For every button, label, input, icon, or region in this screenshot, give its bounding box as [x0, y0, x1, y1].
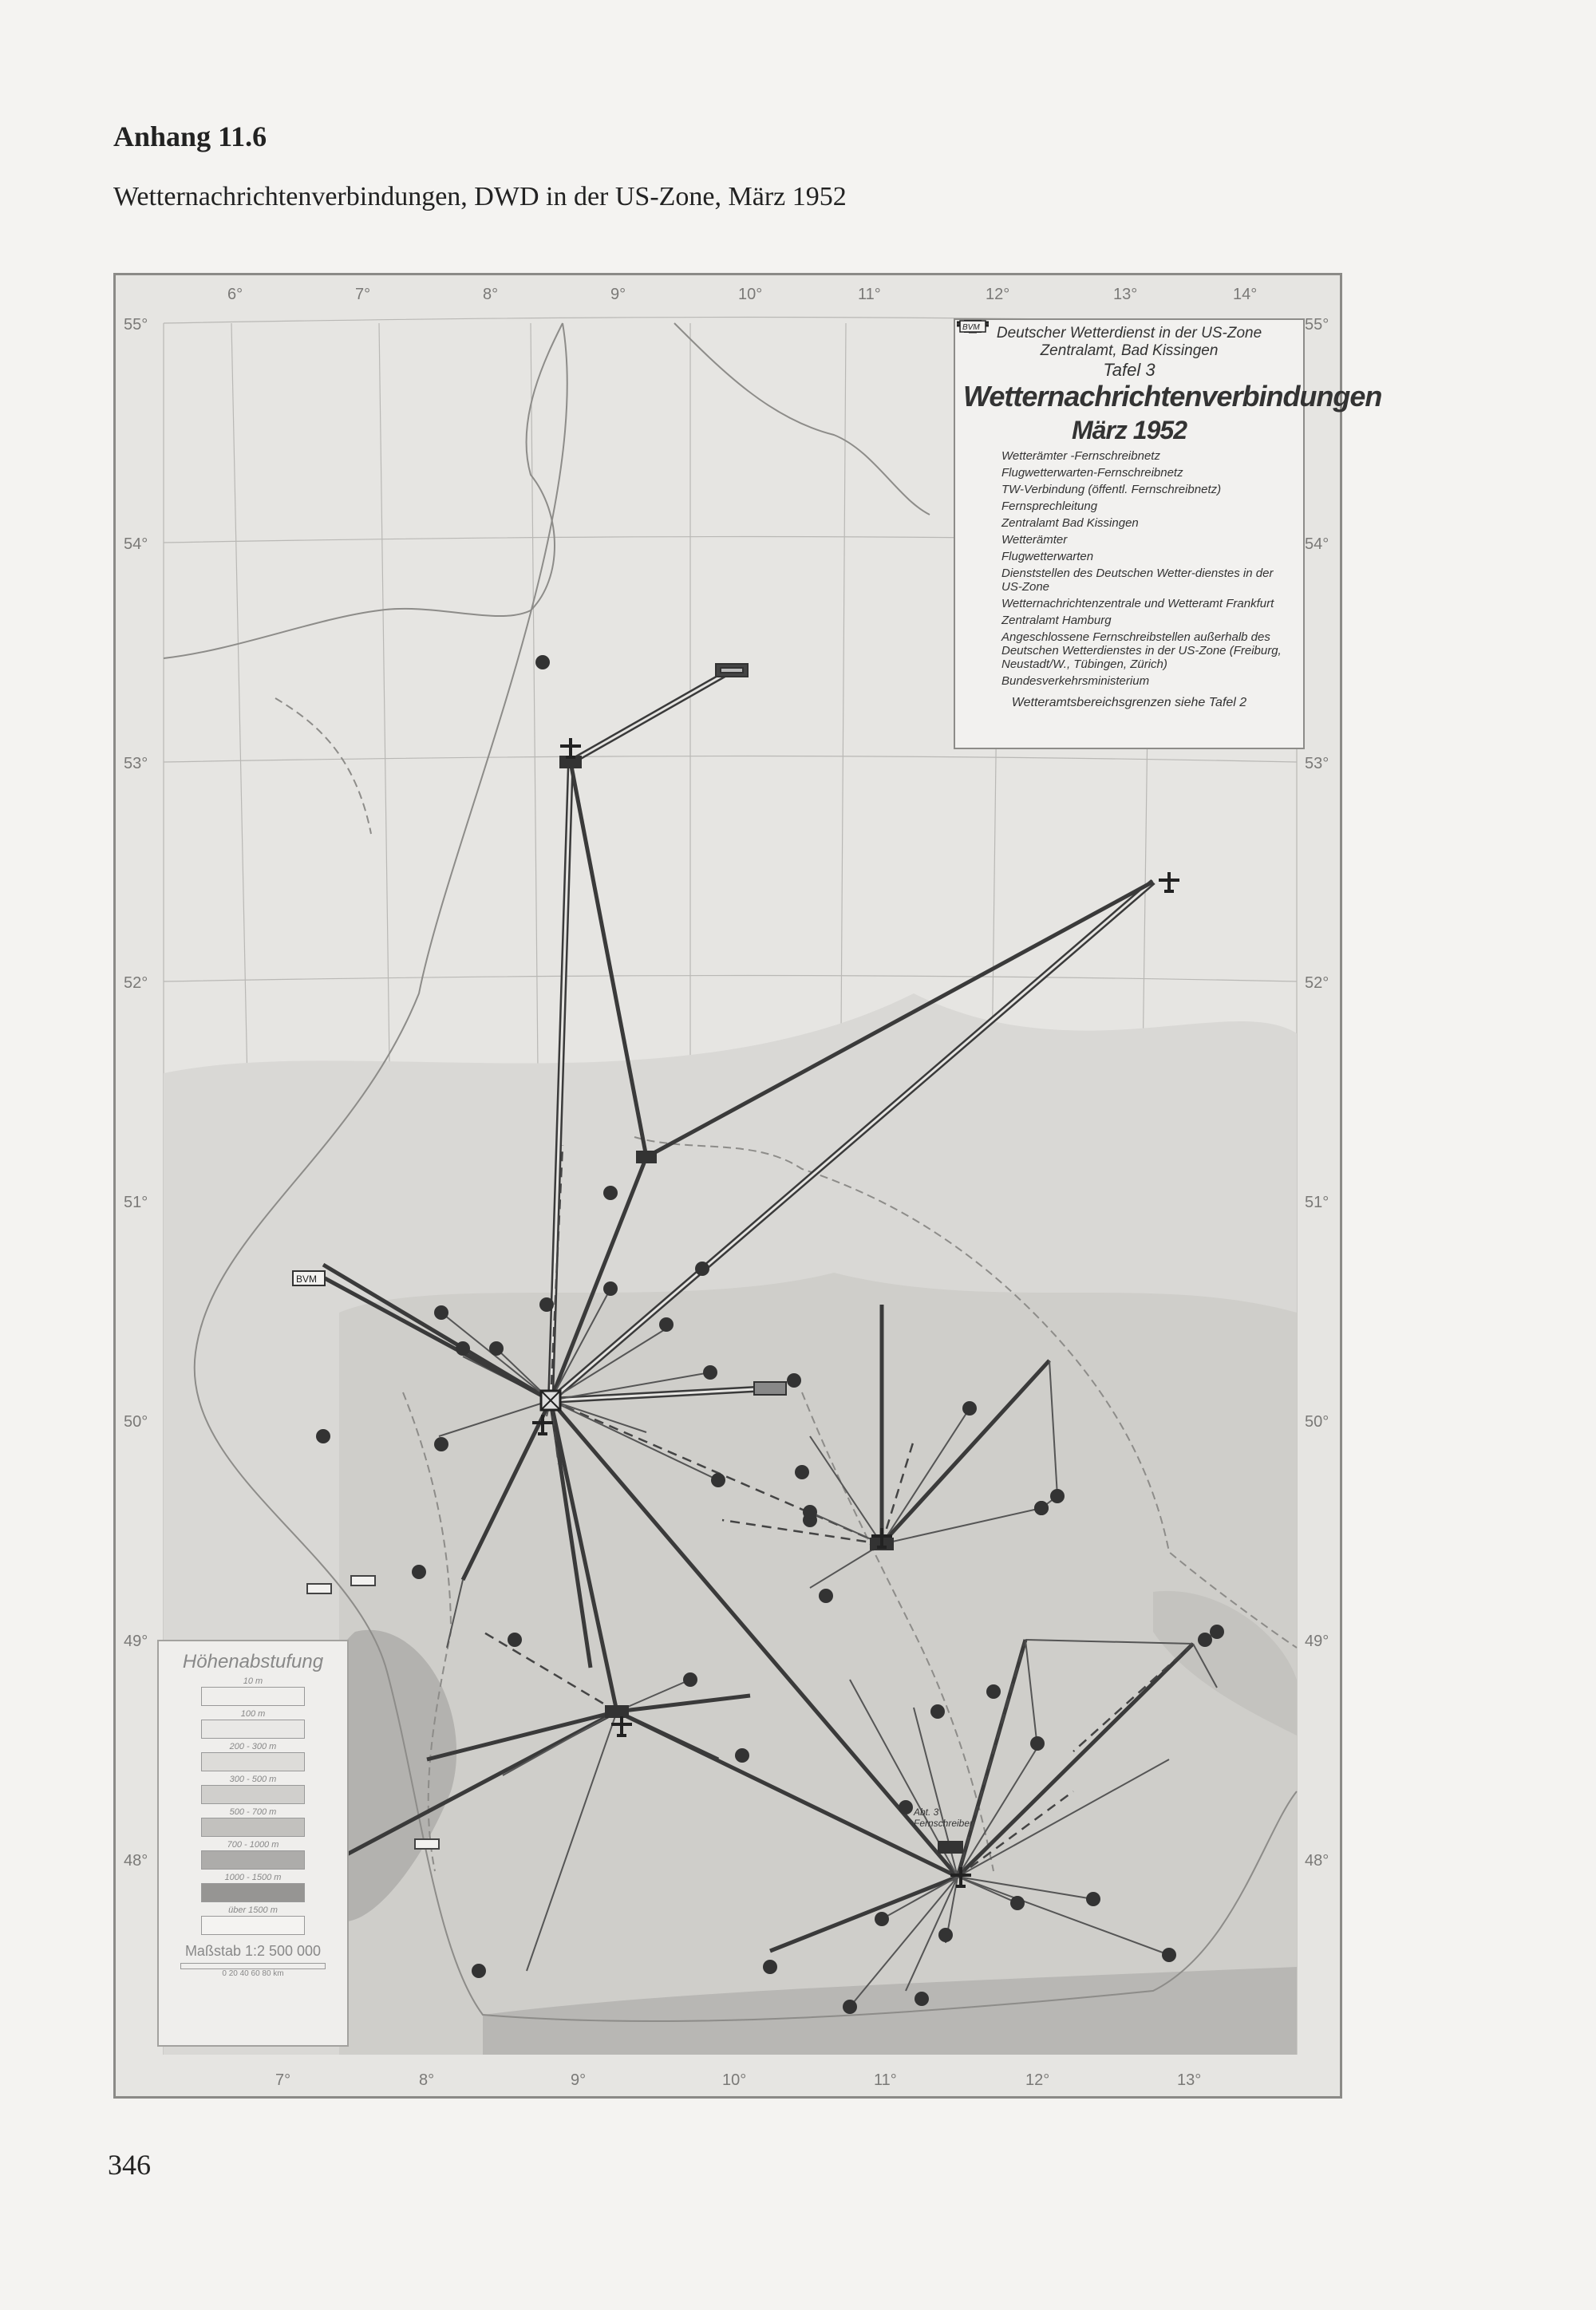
filled-rect-symbol-icon [963, 533, 1001, 547]
service-station-dot [456, 1341, 470, 1356]
longitude-label-top: 9° [610, 286, 626, 303]
service-station-dot [938, 1928, 953, 1942]
service-station-dot [1162, 1948, 1176, 1962]
longitude-label-bottom: 12° [1025, 2071, 1050, 2089]
service-station-dot [703, 1365, 717, 1380]
longitude-label-top: 13° [1113, 286, 1138, 303]
elevation-swatch [201, 1916, 305, 1935]
elevation-level [201, 1709, 305, 1739]
zentralamt-bad-kissingen-marker [754, 1382, 786, 1395]
legend-plate: Tafel 3 [1103, 360, 1156, 380]
wetteramt-marker [637, 1151, 656, 1163]
service-station-dot [843, 2000, 857, 2014]
wetteramt-marker [606, 1706, 628, 1717]
legend-item-label: Zentralamt Bad Kissingen [1001, 516, 1139, 530]
service-station-dot [603, 1281, 618, 1296]
latitude-label-right: 55° [1305, 316, 1329, 334]
longitude-label-bottom: 8° [419, 2071, 435, 2089]
elevation-levels [159, 1676, 347, 1935]
service-station-dot [819, 1589, 833, 1603]
appendix-heading: Anhang 11.6 [113, 120, 267, 152]
external-teleprinter-marker [415, 1839, 439, 1849]
latitude-label-left: 50° [124, 1413, 148, 1431]
service-station-dot [763, 1960, 777, 1974]
longitude-label-bottom: 9° [571, 2071, 587, 2089]
latitude-label-left: 53° [124, 755, 148, 772]
service-station-dot [603, 1186, 618, 1200]
service-station-dot [659, 1317, 674, 1332]
service-station-dot [683, 1672, 697, 1687]
bvm-tag-symbol-icon [962, 323, 1001, 688]
service-station-dot [1050, 1489, 1065, 1503]
dashed-line-symbol-icon [963, 483, 1001, 496]
wetteramt-marker [938, 1842, 962, 1853]
latitude-label-left: 51° [124, 1194, 148, 1211]
elevation-title: Höhenabstufung [182, 1651, 324, 1672]
latitude-label-right: 52° [1305, 974, 1329, 992]
service-station-dot [508, 1633, 522, 1647]
network-link-inner [571, 670, 732, 762]
service-station-dot [1010, 1896, 1025, 1910]
elevation-level-label: 500 - 700 m [229, 1807, 277, 1817]
service-station-dot [1086, 1892, 1100, 1906]
legend-item [963, 466, 1295, 480]
legend-office: Zentralamt, Bad Kissingen [1040, 342, 1219, 359]
latitude-label-left: 52° [124, 974, 148, 992]
external-teleprinter-marker [307, 1584, 331, 1593]
legend-item-label: Angeschlossene Fernschreibstellen außerhalb des Deutschen Wetterdienstes in der US-Zone (Freiburg, Neustadt/W., Tübingen, Zürich) [1001, 630, 1282, 671]
service-station-dot [695, 1262, 709, 1276]
plane-icon [1159, 872, 1179, 893]
bvm-tag-label: BVM [296, 1273, 318, 1285]
svg-text:BVM: BVM [962, 323, 980, 332]
longitude-label-top: 6° [227, 286, 243, 303]
map-frame [113, 273, 1382, 2099]
elevation-swatch [201, 1883, 305, 1902]
service-station-dot [915, 1992, 929, 2006]
legend-item-label: Flugwetterwarten [1001, 550, 1094, 563]
legend-item [963, 614, 1295, 627]
latitude-label-right: 53° [1305, 755, 1329, 772]
dot-symbol-icon [963, 567, 1001, 580]
service-station-dot [1030, 1736, 1045, 1751]
service-station-dot [434, 1305, 448, 1320]
elevation-level [201, 1873, 305, 1902]
service-station-dot [472, 1964, 486, 1978]
elevation-level [201, 1775, 305, 1804]
elevation-level [201, 1840, 305, 1870]
latitude-label-left: 49° [124, 1633, 148, 1650]
empty-rect-symbol-icon [963, 630, 1001, 644]
service-station-dot [962, 1401, 977, 1416]
elevation-level-label: 300 - 500 m [229, 1775, 277, 1784]
service-station-dot [899, 1800, 913, 1814]
legend-item [963, 567, 1295, 594]
elevation-level-label: über 1500 m [228, 1905, 278, 1915]
service-station-dot [1198, 1633, 1212, 1647]
service-station-dot [795, 1465, 809, 1479]
longitude-label-bottom: 7° [275, 2071, 291, 2089]
elevation-level-label: 700 - 1000 m [227, 1840, 279, 1850]
service-station-dot [986, 1684, 1001, 1699]
legend-item [963, 533, 1295, 547]
scale-bar [180, 1963, 326, 1969]
latitude-label-right: 50° [1305, 1413, 1329, 1431]
page-number: 346 [108, 2149, 151, 2181]
longitude-label-top: 11° [858, 286, 881, 303]
legend-item-label: Wetternachrichtenzentrale und Wetteramt Frankfurt [1001, 597, 1274, 610]
service-station-dot [711, 1473, 725, 1487]
elevation-level [201, 1676, 305, 1706]
zentralamt-hamburg-inner [721, 668, 743, 673]
elevation-level-label: 100 m [240, 1709, 266, 1719]
latitude-label-left: 54° [124, 535, 148, 553]
double-line-symbol-icon [963, 466, 1001, 480]
service-station-dot [539, 1297, 554, 1312]
longitude-label-top: 8° [483, 286, 499, 303]
elevation-level-label: 1000 - 1500 m [224, 1873, 282, 1882]
service-station-dot [735, 1748, 749, 1763]
longitude-label-top: 12° [986, 286, 1010, 303]
box-hamburg-symbol-icon [963, 614, 1001, 627]
thick-line-symbol-icon [963, 449, 1001, 463]
service-station-dot [787, 1373, 801, 1388]
service-station-dot [412, 1565, 426, 1579]
legend-note: Wetteramtsbereichsgrenzen siehe Tafel 2 [1011, 696, 1247, 709]
elevation-swatch [201, 1850, 305, 1870]
service-station-dot [489, 1341, 504, 1356]
legend-item [963, 630, 1295, 671]
map-annotation: Fernschreiber [914, 1818, 974, 1829]
legend-item-label: Flugwetterwarten-Fernschreibnetz [1001, 466, 1183, 480]
longitude-label-bottom: 10° [722, 2071, 747, 2089]
longitude-label-top: 7° [355, 286, 371, 303]
map-annotation: Abt. 3 [914, 1807, 939, 1818]
legend-item-label: Dienststellen des Deutschen Wetter-dienstes in der US-Zone [1001, 567, 1274, 594]
latitude-label-right: 51° [1305, 1194, 1329, 1211]
service-station-dot [803, 1505, 817, 1519]
legend-item-label: Wetterämter [1001, 533, 1068, 547]
elevation-level [201, 1905, 305, 1935]
legend-item-label: TW-Verbindung (öffentl. Fernschreibnetz) [1001, 483, 1222, 496]
elevation-swatch [201, 1752, 305, 1771]
box-zentralamt-symbol-icon [963, 516, 1001, 530]
longitude-label-top: 10° [738, 286, 763, 303]
legend-item-label: Zentralamt Hamburg [1001, 614, 1112, 627]
latitude-label-right: 49° [1305, 1633, 1329, 1650]
latitude-label-left: 55° [124, 316, 148, 334]
elevation-level-label: 10 m [243, 1676, 263, 1686]
legend-item-label: Fernsprechleitung [1001, 500, 1098, 513]
legend-item [963, 516, 1295, 530]
service-station-dot [930, 1704, 945, 1719]
elevation-swatch [201, 1818, 305, 1837]
service-station-dot [875, 1912, 889, 1926]
elevation-level [201, 1807, 305, 1837]
elevation-level-label: 200 - 300 m [229, 1742, 277, 1751]
elevation-swatch [201, 1720, 305, 1739]
service-station-dot [316, 1429, 330, 1443]
service-station-dot [434, 1437, 448, 1451]
external-teleprinter-marker [351, 1576, 375, 1585]
legend-date: März 1952 [1072, 416, 1187, 444]
scale-ticks: 0 20 40 60 80 km [222, 1969, 284, 1978]
legend-publisher: Deutscher Wetterdienst in der US-Zone [996, 325, 1262, 342]
service-station-dot [1034, 1501, 1049, 1515]
elevation-swatch [201, 1687, 305, 1706]
latitude-label-right: 48° [1305, 1852, 1329, 1870]
legend-item-label: Wetterämter -Fernschreibnetz [1001, 449, 1160, 463]
longitude-label-bottom: 13° [1177, 2071, 1202, 2089]
plane-icon-symbol-icon [963, 550, 1001, 563]
legend-item [963, 449, 1295, 463]
elevation-level [201, 1742, 305, 1771]
latitude-label-right: 54° [1305, 535, 1329, 553]
longitude-label-bottom: 11° [874, 2071, 897, 2089]
legend-item-label: Bundesverkehrsministerium [1001, 674, 1150, 688]
legend-item [963, 550, 1295, 563]
legend-item [963, 500, 1295, 513]
crossed-box-symbol-icon [963, 597, 1001, 610]
thin-line-symbol-icon [963, 500, 1001, 513]
bvm-tag [293, 1271, 325, 1285]
legend-item [963, 597, 1295, 610]
legend-title: Wetternachrichtenverbindungen [963, 380, 1382, 413]
service-station-dot [1210, 1625, 1224, 1639]
appendix-subtitle: Wetternachrichtenverbindungen, DWD in der US-Zone, März 1952 [113, 182, 847, 211]
elevation-legend [157, 1640, 349, 2047]
elevation-swatch [201, 1785, 305, 1804]
scale-label: Maßstab 1:2 500 000 [184, 1943, 322, 1959]
legend-item [963, 483, 1295, 496]
longitude-label-top: 14° [1233, 286, 1258, 303]
latitude-label-left: 48° [124, 1852, 148, 1870]
service-station-dot [535, 655, 550, 669]
